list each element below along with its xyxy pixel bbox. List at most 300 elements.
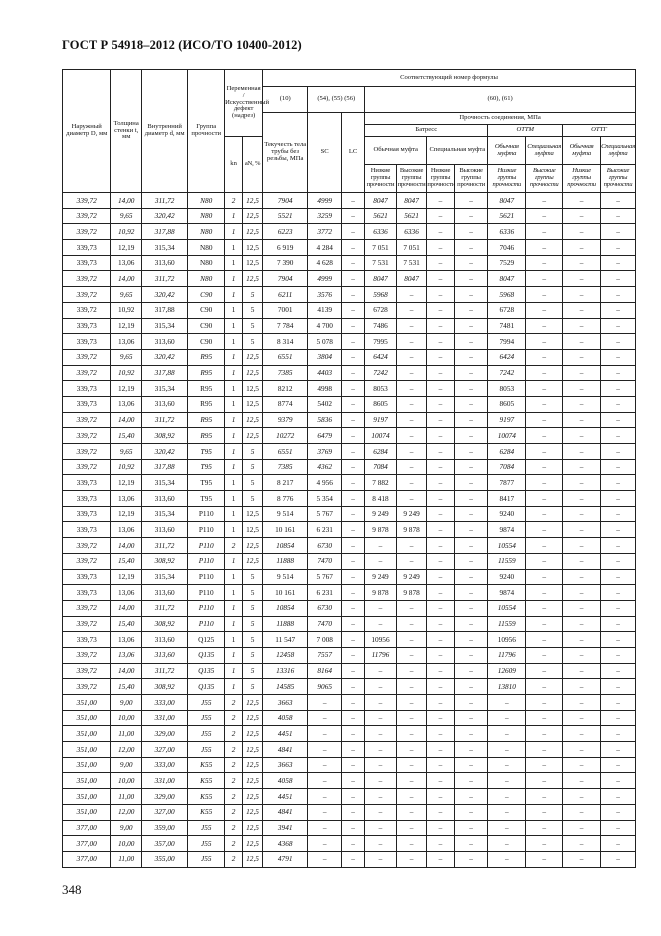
- header-kn: kn: [225, 137, 243, 193]
- table-row: [63, 695, 636, 711]
- table-cell: Q125: [188, 632, 225, 648]
- table-cell: 7 531: [365, 255, 397, 271]
- table-row: [63, 428, 636, 444]
- table-cell: –: [601, 647, 636, 663]
- table-cell: 339,72: [63, 459, 111, 475]
- table-cell: 2: [225, 789, 243, 805]
- table-cell: –: [427, 773, 454, 789]
- table-cell: 5: [243, 632, 263, 648]
- table-cell: N80: [188, 208, 225, 224]
- table-cell: –: [396, 695, 427, 711]
- table-cell: –: [454, 475, 488, 491]
- table-cell: –: [427, 616, 454, 632]
- table-cell: 3804: [308, 349, 342, 365]
- header-ottm-special: Специальная муфта: [526, 137, 563, 165]
- table-cell: 12,5: [243, 820, 263, 836]
- table-cell: –: [427, 428, 454, 444]
- table-cell: C90: [188, 334, 225, 350]
- table-row: [63, 318, 636, 334]
- table-cell: 6 231: [308, 585, 342, 601]
- table-cell: R95: [188, 428, 225, 444]
- table-cell: J55: [188, 851, 225, 867]
- table-cell: 15,40: [111, 428, 142, 444]
- table-cell: 339,73: [63, 475, 111, 491]
- table-cell: 315,34: [141, 240, 187, 256]
- table-cell: –: [454, 396, 488, 412]
- table-cell: 4058: [263, 710, 308, 726]
- table-row: [63, 381, 636, 397]
- table-cell: 10 161: [263, 522, 308, 538]
- table-cell: –: [601, 632, 636, 648]
- table-cell: –: [526, 506, 563, 522]
- table-cell: 10,92: [111, 302, 142, 318]
- table-cell: –: [526, 742, 563, 758]
- table-cell: 7877: [488, 475, 526, 491]
- table-cell: 6479: [308, 428, 342, 444]
- table-cell: –: [427, 255, 454, 271]
- table-cell: –: [526, 428, 563, 444]
- table-cell: –: [526, 710, 563, 726]
- table-cell: –: [526, 444, 563, 460]
- table-cell: –: [563, 506, 601, 522]
- table-cell: 1: [225, 302, 243, 318]
- table-cell: 339,73: [63, 255, 111, 271]
- table-cell: –: [601, 742, 636, 758]
- table-cell: –: [563, 742, 601, 758]
- document-title: ГОСТ Р 54918–2012 (ИСО/ТО 10400-2012): [62, 38, 302, 52]
- table-cell: –: [342, 851, 365, 867]
- table-cell: –: [342, 240, 365, 256]
- table-cell: 12,5: [243, 349, 263, 365]
- table-cell: 315,34: [141, 381, 187, 397]
- table-cell: –: [526, 271, 563, 287]
- table-cell: –: [342, 287, 365, 303]
- table-cell: 7 531: [396, 255, 427, 271]
- table-cell: 4139: [308, 302, 342, 318]
- table-cell: 9 878: [365, 522, 397, 538]
- table-cell: –: [308, 726, 342, 742]
- table-cell: 8417: [488, 491, 526, 507]
- table-cell: P110: [188, 553, 225, 569]
- table-cell: 339,72: [63, 600, 111, 616]
- table-cell: –: [342, 349, 365, 365]
- header-formula-54: (54), (55) (56): [308, 87, 365, 113]
- table-cell: 5968: [488, 287, 526, 303]
- table-cell: 5: [243, 444, 263, 460]
- table-cell: –: [526, 475, 563, 491]
- table-cell: 4451: [263, 789, 308, 805]
- table-cell: 7 882: [365, 475, 397, 491]
- table-cell: 1: [225, 522, 243, 538]
- table-cell: –: [342, 663, 365, 679]
- table-cell: 13,06: [111, 647, 142, 663]
- table-cell: –: [601, 208, 636, 224]
- table-cell: 7084: [488, 459, 526, 475]
- table-cell: 9065: [308, 679, 342, 695]
- table-row: [63, 396, 636, 412]
- table-row: [63, 569, 636, 585]
- table-cell: 339,72: [63, 287, 111, 303]
- table-cell: P110: [188, 569, 225, 585]
- table-cell: –: [342, 553, 365, 569]
- table-cell: –: [454, 600, 488, 616]
- table-cell: –: [563, 616, 601, 632]
- table-cell: –: [563, 757, 601, 773]
- table-cell: C90: [188, 318, 225, 334]
- table-cell: 8605: [488, 396, 526, 412]
- table-cell: –: [365, 742, 397, 758]
- table-cell: –: [427, 679, 454, 695]
- table-cell: 9 249: [365, 569, 397, 585]
- table-cell: –: [601, 334, 636, 350]
- table-cell: –: [454, 506, 488, 522]
- table-cell: –: [342, 647, 365, 663]
- table-cell: –: [563, 632, 601, 648]
- table-cell: –: [526, 255, 563, 271]
- table-row: [63, 287, 636, 303]
- table-row: [63, 538, 636, 554]
- table-cell: –: [526, 695, 563, 711]
- table-cell: 4403: [308, 365, 342, 381]
- table-cell: –: [342, 726, 365, 742]
- table-cell: 5402: [308, 396, 342, 412]
- table-cell: 10,92: [111, 365, 142, 381]
- table-cell: 12,5: [243, 789, 263, 805]
- table-cell: –: [454, 553, 488, 569]
- table-cell: 339,73: [63, 585, 111, 601]
- table-cell: –: [427, 836, 454, 852]
- table-cell: 7470: [308, 616, 342, 632]
- table-cell: 13,06: [111, 491, 142, 507]
- table-cell: –: [427, 647, 454, 663]
- table-cell: 1: [225, 396, 243, 412]
- table-cell: –: [526, 585, 563, 601]
- table-row: [63, 475, 636, 491]
- table-cell: –: [342, 208, 365, 224]
- header-ottg-regular: Обычная муфта: [563, 137, 601, 165]
- table-cell: 1: [225, 365, 243, 381]
- table-cell: 11,00: [111, 789, 142, 805]
- table-cell: –: [396, 538, 427, 554]
- table-cell: J55: [188, 726, 225, 742]
- table-cell: –: [454, 585, 488, 601]
- table-cell: –: [488, 789, 526, 805]
- table-cell: 5 767: [308, 506, 342, 522]
- table-cell: 8053: [488, 381, 526, 397]
- table-cell: –: [342, 444, 365, 460]
- table-cell: –: [427, 302, 454, 318]
- table-cell: 4 628: [308, 255, 342, 271]
- table-cell: –: [342, 569, 365, 585]
- table-cell: –: [601, 412, 636, 428]
- table-cell: 4999: [308, 271, 342, 287]
- table-cell: –: [454, 757, 488, 773]
- table-cell: –: [308, 695, 342, 711]
- table-cell: R95: [188, 381, 225, 397]
- table-cell: 4 284: [308, 240, 342, 256]
- table-cell: 2: [225, 773, 243, 789]
- table-cell: 13316: [263, 663, 308, 679]
- table-cell: –: [308, 836, 342, 852]
- table-cell: 1: [225, 349, 243, 365]
- table-cell: –: [308, 789, 342, 805]
- table-cell: 2: [225, 538, 243, 554]
- table-cell: 5: [243, 663, 263, 679]
- table-cell: 8212: [263, 381, 308, 397]
- table-cell: 11796: [488, 647, 526, 663]
- table-cell: 313,60: [141, 585, 187, 601]
- table-cell: 14,00: [111, 663, 142, 679]
- table-cell: 339,72: [63, 553, 111, 569]
- table-cell: 5836: [308, 412, 342, 428]
- table-row: [63, 679, 636, 695]
- table-cell: 5968: [365, 287, 397, 303]
- table-cell: –: [601, 444, 636, 460]
- table-cell: 14,00: [111, 193, 142, 209]
- table-cell: –: [427, 569, 454, 585]
- table-cell: 9,65: [111, 208, 142, 224]
- table-row: [63, 804, 636, 820]
- table-cell: –: [427, 726, 454, 742]
- table-cell: 5: [243, 334, 263, 350]
- table-cell: 13,06: [111, 255, 142, 271]
- table-cell: 13810: [488, 679, 526, 695]
- header-strength-group: Группа прочности: [188, 70, 225, 193]
- table-cell: 357,00: [141, 836, 187, 852]
- table-header: [63, 70, 636, 193]
- table-cell: N80: [188, 193, 225, 209]
- table-cell: –: [427, 208, 454, 224]
- table-cell: –: [308, 773, 342, 789]
- table-cell: –: [488, 851, 526, 867]
- table-cell: 5: [243, 491, 263, 507]
- table-cell: –: [427, 757, 454, 773]
- table-cell: 7 051: [365, 240, 397, 256]
- table-cell: 315,34: [141, 506, 187, 522]
- table-cell: 377,00: [63, 836, 111, 852]
- table-cell: –: [601, 710, 636, 726]
- table-cell: 11 547: [263, 632, 308, 648]
- table-row: [63, 600, 636, 616]
- table-cell: –: [563, 459, 601, 475]
- table-cell: –: [427, 491, 454, 507]
- header-joint-strength: Прочность соединения, МПа: [365, 113, 636, 125]
- table-cell: 1: [225, 444, 243, 460]
- table-cell: 12,5: [243, 710, 263, 726]
- table-cell: 311,72: [141, 600, 187, 616]
- table-cell: 6336: [365, 224, 397, 240]
- table-cell: 2: [225, 710, 243, 726]
- table-cell: –: [396, 428, 427, 444]
- table-cell: 6728: [488, 302, 526, 318]
- table-cell: 311,72: [141, 412, 187, 428]
- table-cell: 10 161: [263, 585, 308, 601]
- table-cell: –: [427, 349, 454, 365]
- header-formula-number: Соответствующий номер формулы: [263, 70, 636, 87]
- header-ottg-high: Высокие группы прочности: [601, 165, 636, 193]
- table-cell: 315,34: [141, 475, 187, 491]
- table-cell: –: [526, 757, 563, 773]
- table-cell: –: [454, 789, 488, 805]
- table-cell: –: [563, 600, 601, 616]
- header-outer-diameter: Наружный диаметр D, мм: [63, 70, 111, 193]
- table-cell: 12,5: [243, 506, 263, 522]
- table-cell: 339,72: [63, 224, 111, 240]
- table-cell: 9874: [488, 522, 526, 538]
- table-cell: 9 514: [263, 506, 308, 522]
- table-row: [63, 302, 636, 318]
- table-cell: K55: [188, 773, 225, 789]
- table-cell: 5: [243, 475, 263, 491]
- table-cell: –: [427, 553, 454, 569]
- table-cell: –: [563, 491, 601, 507]
- table-cell: 9874: [488, 585, 526, 601]
- table-cell: 14585: [263, 679, 308, 695]
- table-cell: 339,73: [63, 381, 111, 397]
- table-cell: 12,5: [243, 804, 263, 820]
- table-cell: –: [396, 851, 427, 867]
- header-ottm: ОТТМ: [488, 125, 563, 137]
- table-cell: –: [454, 193, 488, 209]
- table-cell: R95: [188, 396, 225, 412]
- header-buttress-regular: Обычная муфта: [365, 137, 427, 165]
- table-cell: 8047: [365, 271, 397, 287]
- header-ottg-low: Низкие группы прочности: [563, 165, 601, 193]
- table-cell: –: [488, 726, 526, 742]
- table-cell: 317,88: [141, 224, 187, 240]
- table-row: [63, 208, 636, 224]
- table-cell: –: [563, 287, 601, 303]
- table-cell: –: [563, 695, 601, 711]
- table-cell: 11559: [488, 553, 526, 569]
- table-row: [63, 710, 636, 726]
- table-cell: 331,00: [141, 773, 187, 789]
- table-cell: –: [365, 679, 397, 695]
- table-cell: 7481: [488, 318, 526, 334]
- table-cell: –: [563, 381, 601, 397]
- table-cell: –: [526, 240, 563, 256]
- table-cell: –: [488, 742, 526, 758]
- table-cell: 10,00: [111, 710, 142, 726]
- table-cell: –: [342, 789, 365, 805]
- table-cell: 351,00: [63, 757, 111, 773]
- table-cell: 12,19: [111, 318, 142, 334]
- table-cell: –: [427, 318, 454, 334]
- table-cell: 5: [243, 585, 263, 601]
- table-cell: 12609: [488, 663, 526, 679]
- table-cell: 12,5: [243, 396, 263, 412]
- table-cell: Q135: [188, 679, 225, 695]
- table-cell: 6728: [365, 302, 397, 318]
- table-cell: C90: [188, 302, 225, 318]
- table-cell: 2: [225, 836, 243, 852]
- table-cell: 311,72: [141, 193, 187, 209]
- table-row: [63, 224, 636, 240]
- table-cell: 1: [225, 381, 243, 397]
- table-cell: –: [601, 428, 636, 444]
- table-cell: 1: [225, 553, 243, 569]
- table-cell: –: [601, 381, 636, 397]
- table-cell: 10956: [488, 632, 526, 648]
- table-cell: 9197: [488, 412, 526, 428]
- table-cell: 9 249: [396, 569, 427, 585]
- table-cell: –: [526, 569, 563, 585]
- table-cell: 8 217: [263, 475, 308, 491]
- table-cell: –: [563, 726, 601, 742]
- table-cell: 2: [225, 193, 243, 209]
- table-cell: –: [454, 302, 488, 318]
- table-cell: –: [308, 757, 342, 773]
- table-cell: –: [342, 302, 365, 318]
- table-cell: –: [342, 804, 365, 820]
- table-cell: –: [526, 208, 563, 224]
- table-cell: J55: [188, 836, 225, 852]
- table-cell: –: [601, 271, 636, 287]
- header-b-regular-low: Низкие группы прочности: [365, 165, 397, 193]
- table-cell: –: [342, 381, 365, 397]
- table-cell: 3663: [263, 695, 308, 711]
- table-cell: –: [427, 710, 454, 726]
- table-cell: –: [342, 710, 365, 726]
- table-cell: K55: [188, 757, 225, 773]
- table-cell: 14,00: [111, 271, 142, 287]
- table-cell: 10956: [365, 632, 397, 648]
- table-cell: 1: [225, 255, 243, 271]
- table-cell: 5: [243, 679, 263, 695]
- table-cell: –: [454, 224, 488, 240]
- table-cell: 308,92: [141, 679, 187, 695]
- table-cell: –: [563, 663, 601, 679]
- table-cell: T95: [188, 444, 225, 460]
- table-cell: 7084: [365, 459, 397, 475]
- table-cell: –: [601, 255, 636, 271]
- table-cell: –: [601, 695, 636, 711]
- table-cell: –: [601, 726, 636, 742]
- table-cell: 339,72: [63, 663, 111, 679]
- table-cell: –: [396, 757, 427, 773]
- header-ottm-high: Высокие группы прочности: [526, 165, 563, 193]
- table-cell: 13,06: [111, 334, 142, 350]
- table-cell: 10,92: [111, 459, 142, 475]
- table-cell: –: [365, 851, 397, 867]
- table-cell: 2: [225, 742, 243, 758]
- table-cell: 8 314: [263, 334, 308, 350]
- table-cell: 1: [225, 459, 243, 475]
- table-cell: –: [563, 334, 601, 350]
- table-cell: –: [396, 789, 427, 805]
- table-cell: –: [342, 193, 365, 209]
- table-cell: 320,42: [141, 287, 187, 303]
- table-cell: –: [427, 475, 454, 491]
- table-cell: 7557: [308, 647, 342, 663]
- table-cell: 11,00: [111, 851, 142, 867]
- table-cell: –: [601, 553, 636, 569]
- table-cell: –: [454, 773, 488, 789]
- table-cell: –: [526, 349, 563, 365]
- table-cell: –: [563, 428, 601, 444]
- table-cell: 7 390: [263, 255, 308, 271]
- table-row: [63, 240, 636, 256]
- table-cell: –: [526, 616, 563, 632]
- table-cell: –: [427, 804, 454, 820]
- table-row: [63, 412, 636, 428]
- table-cell: –: [526, 381, 563, 397]
- table-cell: 12,5: [243, 365, 263, 381]
- table-cell: 10272: [263, 428, 308, 444]
- table-cell: –: [342, 412, 365, 428]
- table-cell: –: [427, 444, 454, 460]
- table-cell: T95: [188, 475, 225, 491]
